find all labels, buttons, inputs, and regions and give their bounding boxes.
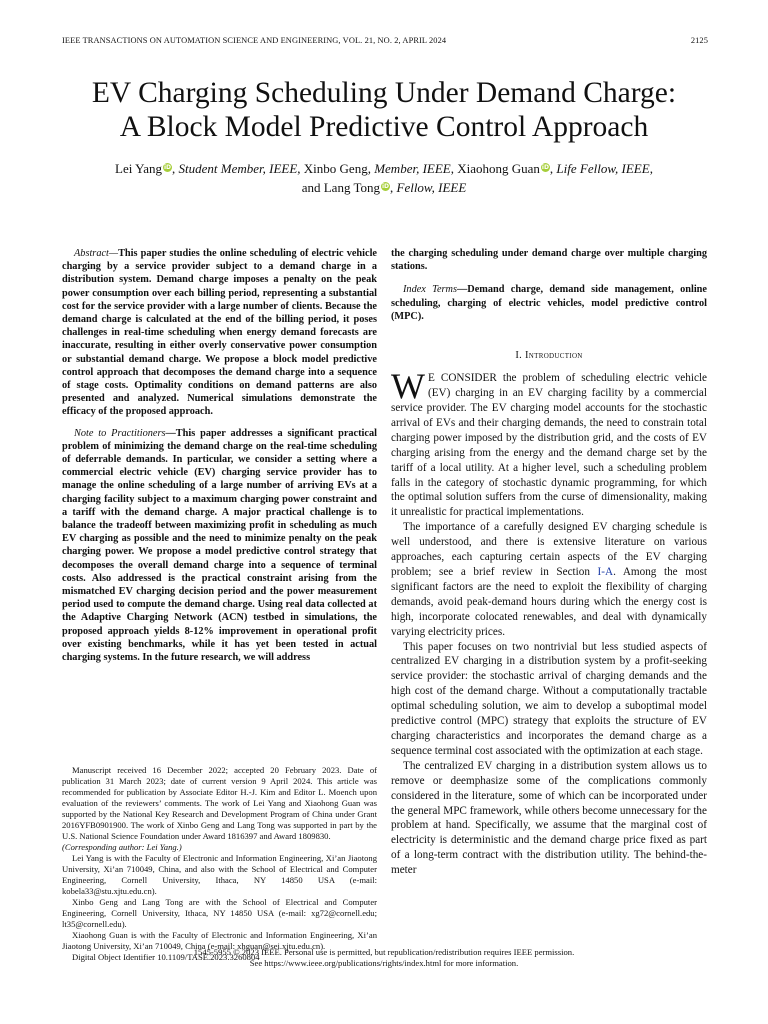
orcid-icon[interactable]: iD bbox=[381, 183, 390, 190]
author-list: Lei Yang iD, Student Member, IEEE, Xinbo Geng, Member, IEEE, Xiaohong Guan iD, Life Fellow, IEEE, and Lang Tong iD, Fellow, IEEE bbox=[115, 161, 653, 195]
corresponding-author: (Corresponding author: Lei Yang.) bbox=[62, 842, 182, 852]
author-name: Xiaohong Guan bbox=[457, 161, 540, 176]
paragraph: This paper focuses on two nontrivial but less studied aspects of centralized EV charging in a distribution system by a profit-seeking service provider: the stochastic arrival of charging demands and the high cost of the demand charge. Without a computationally tractable optimal scheduling solution, we aim to develop a suboptimal model predictive control (MPC) strategy that exploits the structure of EV charging characteristics and incorporates the demand charge as a sequence terminal cost associated with the optimization at each stage. bbox=[391, 640, 707, 757]
section-number: I. bbox=[515, 350, 523, 362]
author-conjunction: and bbox=[301, 180, 321, 195]
index-text: Demand charge, demand side management, online scheduling, charging of electric vehicles, model predictive control (MPC). bbox=[391, 284, 707, 322]
author-role: Student Member, IEEE bbox=[178, 161, 298, 176]
journal-header: IEEE TRANSACTIONS ON AUTOMATION SCIENCE AND ENGINEERING, VOL. 21, NO. 2, APRIL 2024 bbox=[62, 36, 447, 45]
section-link[interactable]: I-A bbox=[597, 566, 614, 578]
copyright-notice bbox=[0, 947, 768, 969]
author-role: Life Fellow, IEEE bbox=[556, 161, 650, 176]
left-column bbox=[62, 247, 377, 664]
footnote-affiliation: Lei Yang is with the Faculty of Electronic and Information Engineering, Xi’an Jiaotong University, Xi’an 710049, China, and also with the School of Electrical and Computer Engineering, Cornell University, Ithaca, NY 14850 USA (e-mail: kobela33@stu.xjtu.edu.cn). bbox=[62, 853, 377, 896]
footnote-affiliation: Xinbo Geng and Lang Tong are with the School of Electrical and Computer Engineering, Cornell University, Ithaca, NY 14850 USA (e-mail: xg72@cornell.edu; lt35@cornell.edu). bbox=[62, 897, 377, 929]
note-continued: the charging scheduling under demand charge over multiple charging stations. bbox=[391, 248, 707, 273]
paragraph: The centralized EV charging in a distribution system allows us to remove or deemphasize some of the complications commonly considered in the literature, some of which can be incorporated under the general MPC framework, while others become unnecessary for the problem at hand. Specifically, we assume that the marginal cost of electricity is deterministic and the demand charge price fixed as part of a long-term contract with the distribution utility. The behind-the-meter bbox=[391, 759, 707, 877]
note-label: Note to Practitioners bbox=[74, 427, 166, 439]
copyright-line-2: See https://www.ieee.org/publications/rights/index.html for more information. bbox=[249, 958, 519, 969]
footnotes bbox=[62, 765, 377, 963]
abstract: Abstract—This paper studies the online scheduling of electric vehicle charging by a service provider subject to a demand charge in a distribution system. Demand charge imposes a penalty on the peak power consumption over each billing period, representing a substantial cost for the service provider with a large number of clients. Because the demand charge is calculated at the end of the billing period, it poses challenges in real-time scheduling when energy demand forecasts are inaccurate, resulting in either overly conservative power consumption or substantial demand charge. We propose a block model predictive control approach that decomposes the demand charge into a sequence of stage costs. Optimality conditions on demand patterns are also presented and analyzed. Numerical simulations demonstrate the efficacy of the proposed approach. bbox=[62, 248, 377, 418]
orcid-icon[interactable]: iD bbox=[163, 164, 172, 171]
page-number: 2125 bbox=[690, 36, 708, 45]
copyright-line-1: 1545-5955 © 2023 IEEE. Personal use is permitted, but republication/redistribution requires IEEE permission. bbox=[193, 947, 575, 957]
author-role: Fellow, IEEE bbox=[396, 180, 467, 195]
footnote-doi: Digital Object Identifier 10.1109/TASE.2023.3260804 bbox=[72, 952, 260, 962]
paper-title bbox=[40, 76, 728, 144]
section-heading bbox=[391, 349, 707, 362]
right-column bbox=[391, 247, 707, 878]
footnote-affiliation: Xiaohong Guan is with the Faculty of Electronic and Information Engineering, Xi’an Jiaotong University, Xi’an 710049, China (e-mail: xhguan@sei.xjtu.edu.cn). bbox=[62, 930, 377, 951]
note-to-practitioners: Note to Practitioners—This paper addresses a significant practical problem of minimizing the demand charge on the real-time scheduling of deferrable demands. In particular, we consider a setting where a commercial electric vehicle (EV) charging service provider has to manage the online scheduling of a large number of arriving EVs at a charging facility subject to a maximum charging power constraint and a tariff with the demand charge. A major practical challenge is to balance the tradeoff between maximizing profit in scheduling as much EV charging as possible and the need to minimize penalty on the peak charging power. We propose a model predictive control strategy that decomposes the overall demand charge into a sequence of terminal costs. Also addressed is the practical constraint arising from the mismatched EV charging decision period and the power measurement period used to compute the demand charge. Using real data collected at the Adaptive Charging Network (ACN) testbed in simulations, the proposed approach yields 8-12% improvement in operational profit over existing benchmarks, while it has yet been tested in actual charging systems. In the future research, we will address bbox=[62, 427, 377, 664]
title-line-2: A Block Model Predictive Control Approach bbox=[119, 111, 649, 143]
abstract-label: Abstract bbox=[74, 248, 109, 259]
paragraph: The importance of a carefully designed EV charging schedule is well understood, and there is extensive literature on various approaches, each capturing certain aspects of the EV charging problem; see a brief review in Section I-A. Among the most significant factors are the need to exploit the flexibility of charging demands, avoid peak-demand hours during which the energy cost is high, incorporate colocated renewables, and deal with dynamically varying electricity prices. bbox=[391, 521, 707, 638]
author-name: Lei Yang bbox=[115, 161, 162, 176]
author-name: Lang Tong bbox=[323, 180, 380, 195]
footnote-manuscript: Manuscript received 16 December 2022; accepted 20 February 2023. Date of publication 31 March 2023; date of current version 9 April 2024. This article was recommended for publication by Associate Editor H.-J. Kim and Editor L. Moench upon evaluation of the reviewers’ comments. The work of Lei Yang and Xiaohong Guan was supported by the National Key Research and Development Program of China under Grant 2016YFB0901900. The work of Xinbo Geng and Lang Tong was supported in part by the U.S. National Science Foundation under Award 1816397 and Award 1809830. (Corresponding author: Lei Yang.) bbox=[62, 765, 377, 852]
author-role: Member, IEEE bbox=[374, 161, 451, 176]
section-body bbox=[391, 366, 707, 878]
note-text: This paper addresses a significant practical problem of minimizing the demand charge on the real-time scheduling of deferrable demands. In particular, we consider a setting where a commercial electric vehicle (EV) charging service provider has to manage the online scheduling of a large number of arriving EVs at a charging facility subject to a maximum charging power constraint and a tariff with the demand charge. A major practical challenge is to balance the tradeoff between maximizing profit in scheduling as much EV charging as possible and the need to minimize penalty on the peak charging power. We propose a model predictive control strategy that decomposes the overall demand charge into a sequence of terminal costs. Also addressed is the practical constraint arising from the mismatched EV charging decision period and the power measurement period used to compute the demand charge. Using real data collected at the Adaptive Charging Network (ACN) testbed in simulations, the proposed approach yields 8-12% improvement in operational profit over existing benchmarks, while it has yet been tested in actual charging systems. In the future research, we will address bbox=[62, 427, 377, 664]
dropcap: W bbox=[391, 366, 425, 407]
index-label: Index Terms bbox=[403, 284, 457, 296]
author-name: Xinbo Geng bbox=[303, 161, 368, 176]
abstract-text: This paper studies the online scheduling of electric vehicle charging by a service provider subject to a demand charge in a distribution system. Demand charge imposes a penalty on the peak power consumption over each billing period, representing a substantial cost for the service provider with a large number of clients. Because the demand charge is calculated at the end of the billing period, it poses challenges in real-time scheduling when energy demand forecasts are inaccurate, resulting in either overly conservative power consumption or substantial demand charge. We propose a block model predictive control approach that decomposes the demand charge into a sequence of stage costs. Optimality conditions on demand patterns are also presented and analyzed. Numerical simulations demonstrate the efficacy of the proposed approach. bbox=[62, 248, 377, 418]
section-title: Introduction bbox=[525, 350, 583, 362]
paragraph: W E CONSIDER the problem of scheduling electric vehicle (EV) charging in an EV charging facility by a commercial service provider. The EV charging model accounts for the stochastic arrival of EVs and their charging demands, the need to constrain total charging power imposed by the distribution grid, and the costs of EV charging arising from the energy and the demand charge set by the tariff of a local utility. At a higher level, such a scheduling problem falls in the category of stochastic dynamic programming, for which the optimal solution suffers from the curse of dimensionality, making it unrealistic for practical implementations. bbox=[391, 366, 707, 519]
orcid-icon[interactable]: iD bbox=[541, 164, 549, 171]
title-line-1: EV Charging Scheduling Under Demand Charge: bbox=[91, 77, 677, 109]
index-terms: Index Terms—Demand charge, demand side management, online scheduling, charging of electric vehicles, model predictive control (MPC). bbox=[391, 284, 707, 322]
